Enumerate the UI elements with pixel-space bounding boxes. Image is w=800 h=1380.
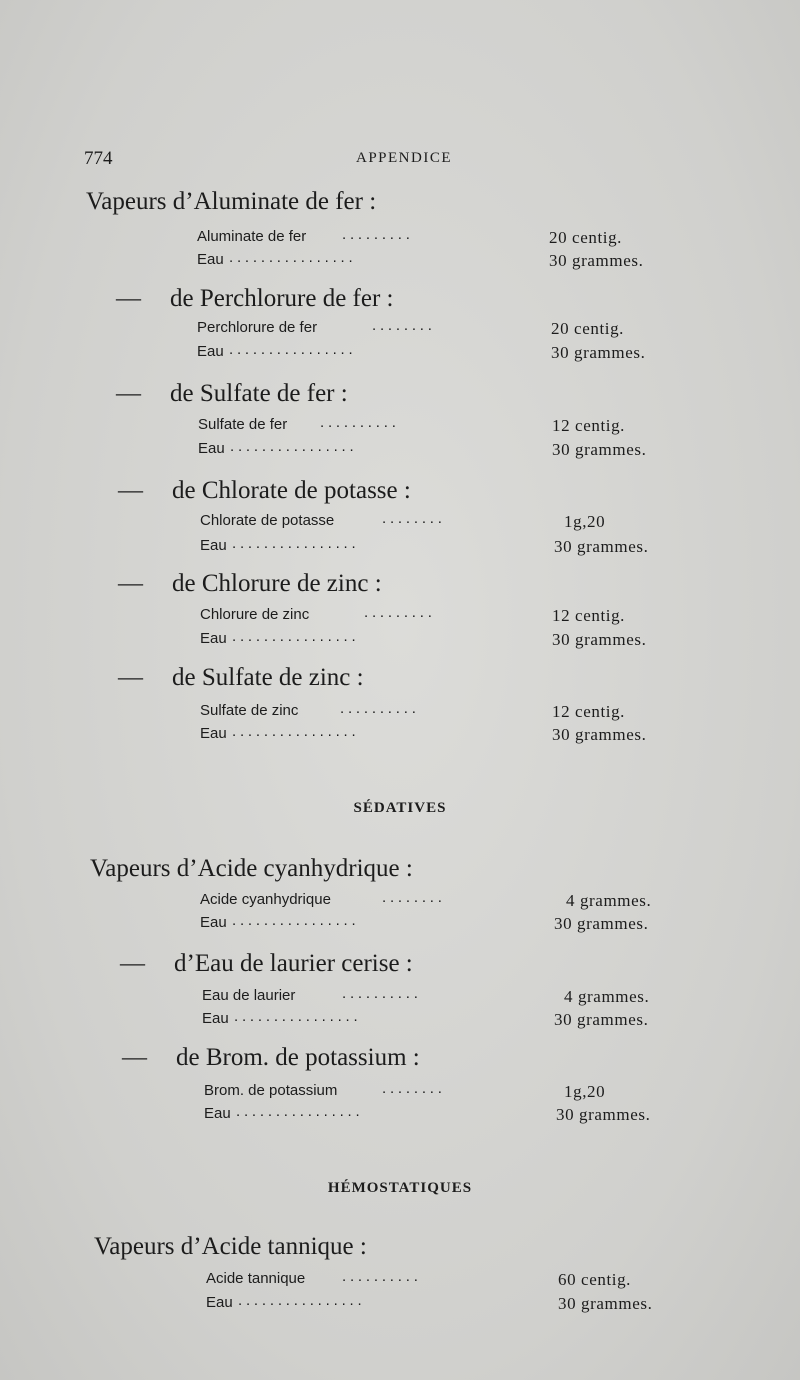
ingredient-name: Eau [200,630,227,647]
leader-dots: .......... [342,1268,422,1285]
leader-dots: ........ [382,889,446,906]
ingredient-name: Brom. de potassium [204,1082,338,1099]
ditto-dash: — [116,285,141,312]
section-heading: SÉDATIVES [353,800,447,816]
ingredient-name: Eau [197,251,224,268]
ingredient-amount: 12 centig. [552,606,626,625]
ingredient-row [197,319,667,341]
ingredient-row [197,343,667,365]
ingredient-name: Eau [200,914,227,931]
ditto-dash: — [120,950,145,977]
ingredient-name: Eau [200,537,227,554]
ingredient-name: Chlorate de potasse [200,512,335,529]
ingredient-row [200,606,670,628]
ingredient-amount: 30 grammes. [549,251,644,270]
ingredient-row [202,987,672,1009]
ingredient-amount: 20 centig. [551,319,625,338]
ditto-dash: — [122,1044,147,1071]
ingredient-name: Eau [204,1105,231,1122]
ingredient-amount: 30 grammes. [556,1105,651,1124]
ingredient-amount: 12 centig. [552,416,626,435]
ingredient-row [197,228,667,250]
ingredient-row [200,630,670,652]
ingredient-row [197,251,667,273]
ingredient-amount: 30 grammes. [554,537,649,556]
leader-dots: ................ [232,628,360,645]
ingredient-amount: 30 grammes. [552,725,647,744]
leader-dots: ......... [342,226,414,243]
ingredient-amount: 4 grammes. [564,987,650,1006]
ditto-dash: — [118,570,143,597]
ingredient-row [206,1294,676,1316]
ingredient-amount: 30 grammes. [558,1294,653,1313]
ingredient-row [200,891,670,913]
ingredient-name: Eau [206,1294,233,1311]
ingredient-amount: 20 centig. [549,228,623,247]
leader-dots: ................ [230,438,358,455]
leader-dots: .......... [320,414,400,431]
leader-dots: ................ [234,1008,362,1025]
ingredient-row [202,1010,672,1032]
ingredient-name: Eau [198,440,225,457]
section-heading: HÉMOSTATIQUES [327,1180,473,1196]
ingredient-row [200,702,670,724]
ingredient-name: Sulfate de zinc [200,702,299,719]
ingredient-amount: 30 grammes. [551,343,646,362]
ingredient-name: Eau [200,725,227,742]
ingredient-row [204,1105,674,1127]
ingredient-row [198,440,668,462]
ingredient-amount: 1g,20 [564,512,606,531]
ditto-dash: — [118,664,143,691]
leader-dots: .......... [342,985,422,1002]
ditto-dash: — [118,477,143,504]
ingredient-amount: 30 grammes. [552,440,647,459]
leader-dots: ................ [229,341,357,358]
ingredient-row [200,914,670,936]
leader-dots: ........ [382,1080,446,1097]
ingredient-name: Acide cyanhydrique [200,891,331,908]
leader-dots: ........ [372,317,436,334]
ingredient-row [200,537,670,559]
ingredient-row [200,725,670,747]
ingredient-amount: 1g,20 [564,1082,606,1101]
page-header [84,148,650,172]
ingredient-name: Perchlorure de fer [197,319,318,336]
ingredient-name: Eau de laurier [202,987,296,1004]
leader-dots: ......... [364,604,436,621]
running-title: APPENDICE [356,150,453,166]
ingredient-amount: 4 grammes. [566,891,652,910]
ingredient-amount: 60 centig. [558,1270,632,1289]
ingredient-name: Sulfate de fer [198,416,288,433]
leader-dots: ................ [236,1103,364,1120]
ingredient-row [206,1270,676,1292]
ingredient-amount: 30 grammes. [554,914,649,933]
page-number: 774 [84,148,113,169]
ingredient-name: Eau [197,343,224,360]
leader-dots: ................ [238,1292,366,1309]
ditto-dash: — [116,380,141,407]
leader-dots: ................ [229,249,357,266]
leader-dots: ................ [232,912,360,929]
ingredient-amount: 12 centig. [552,702,626,721]
ingredient-name: Chlorure de zinc [200,606,310,623]
ingredient-row [200,512,670,534]
leader-dots: ................ [232,535,360,552]
book-page: 774 APPENDICE Vapeurs d’Aluminate de fer : Aluminate de fer ......... 20 centig. Eau ................ 30 grammes. — de Perchlorure de fer : Perchlorure de fer ........ 20 centig. Eau ................ 30 grammes. — de Sulfate de fer : Sulfate de fer .......... 12 centig. Eau ................ 30 grammes. — de Chlorate de potasse : Chlorate de potasse ........ 1g,20 Eau ................ 30 grammes. — de Chlorure de zinc : Chlorure de zinc ......... 12 centig. Eau ................ 30 grammes. — de Sulfate de zinc : Sulfate de zinc .......... 12 centig. Eau ................ 30 grammes. SÉDATIVES Vapeurs d’Acide cyanhydrique : Acide cyanhydrique ........ 4 grammes. Eau ................ 30 grammes. — d’Eau de laurier cerise : Eau de laurier .......... 4 grammes. Eau ................ 30 grammes. — de Brom. de potassium : Brom. de potassium ........ 1g,20 Eau ................ 30 grammes. HÉMOSTATIQUES Vapeurs d’Acide tannique : Acide tannique .......... 60 centig. Eau ................ 30 grammes. [0,0,800,1380]
ingredient-row [204,1082,674,1104]
ingredient-amount: 30 grammes. [552,630,647,649]
ingredient-amount: 30 grammes. [554,1010,649,1029]
ingredient-name: Aluminate de fer [197,228,307,245]
ingredient-row [198,416,668,438]
leader-dots: .......... [340,700,420,717]
ingredient-name: Acide tannique [206,1270,306,1287]
leader-dots: ................ [232,723,360,740]
leader-dots: ........ [382,510,446,527]
ingredient-name: Eau [202,1010,229,1027]
